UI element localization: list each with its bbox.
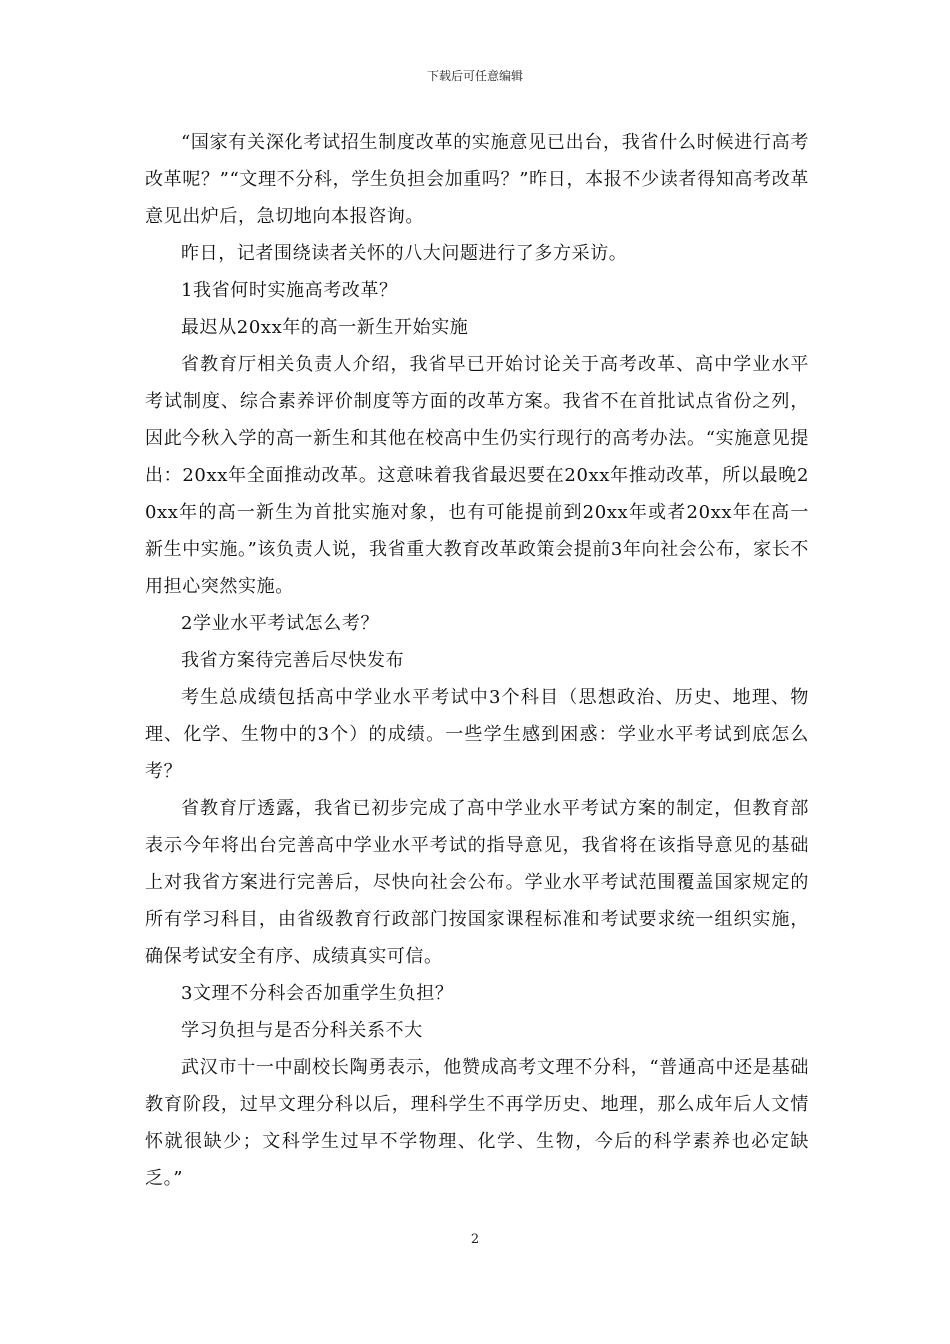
answer-subheading-1: 最迟从20xx年的高一新生开始实施 bbox=[181, 317, 469, 338]
question-heading-2: 2学业水平考试怎么考？ bbox=[181, 613, 380, 634]
answer-subheading-2: 我省方案待完善后尽快发布 bbox=[181, 650, 405, 671]
page-number: 2 bbox=[470, 1232, 480, 1247]
paragraph-answer-2b: 省教育厅透露，我省已初步完成了高中学业水平考试方案的制定，但教育部表示今年将出台完善高中学业水平考试的指导意见，我省将在该指导意见的基础上对我省方案进行完善后，尽快向社会公布。学业水平考试范围覆盖国家规定的所有学习科目，由省级教育行政部门按国家课程标准和考试要求统一组织实施，确保考试安全有序、成绩真实可信。 bbox=[145, 798, 809, 967]
answer-subheading-3: 学习负担与是否分科关系不大 bbox=[181, 1020, 423, 1041]
question-heading-3: 3文理不分科会否加重学生负担？ bbox=[181, 983, 454, 1004]
question-heading-1: 1我省何时实施高考改革？ bbox=[181, 280, 398, 301]
document-body bbox=[145, 124, 809, 1197]
paragraph-answer-3: 武汉市十一中副校长陶勇表示，他赞成高考文理不分科，“普通高中还是基础教育阶段，过早文理分科以后，理科学生不再学历史、地理，那么成年后人文情怀就很缺少；文科学生过早不学物理、化学、生物，今后的科学素养也必定缺乏。” bbox=[145, 1057, 809, 1189]
paragraph-answer-1: 省教育厅相关负责人介绍，我省早已开始讨论关于高考改革、高中学业水平考试制度、综合素养评价制度等方面的改革方案。我省不在首批试点省份之列，因此今秋入学的高一新生和其他在校高中生仍实行现行的高考办法。“实施意见提出：20xx年全面推动改革。这意味着我省最迟要在20xx年推动改革，所以最晚20xx年的高一新生为首批实施对象，也有可能提前到20xx年或者20xx年在高一新生中实施。”该负责人说，我省重大教育改革政策会提前3年向社会公布，家长不用担心突然实施。 bbox=[145, 354, 809, 597]
paragraph-reporter-interview: 昨日，记者围绕读者关怀的八大问题进行了多方采访。 bbox=[181, 243, 628, 264]
page-header: 下载后可任意编辑 bbox=[426, 69, 523, 83]
paragraph-answer-2a: 考生总成绩包括高中学业水平考试中3个科目（思想政治、历史、地理、物理、化学、生物中的3个）的成绩。一些学生感到困惑：学业水平考试到底怎么考？ bbox=[145, 687, 809, 782]
paragraph-reader-questions: “国家有关深化考试招生制度改革的实施意见已出台，我省什么时候进行高考改革呢？”“文理不分科，学生负担会加重吗？”昨日，本报不少读者得知高考改革意见出炉后，急切地向本报咨询。 bbox=[145, 132, 809, 227]
